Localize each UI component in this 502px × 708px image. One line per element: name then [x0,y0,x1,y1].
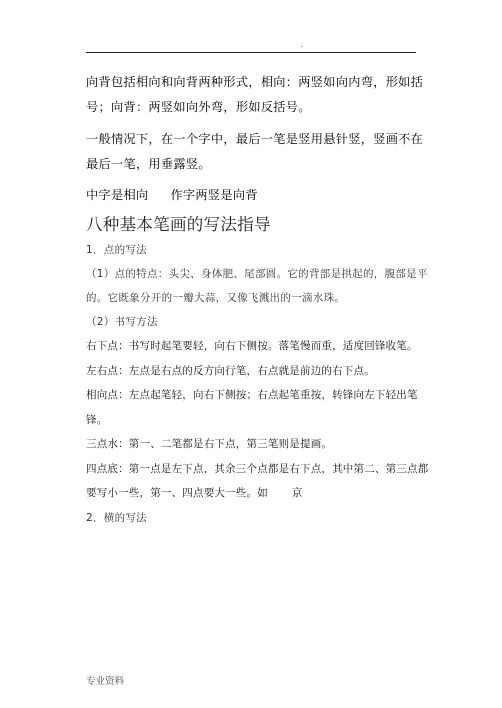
section-heading: 八种基本笔画的写法指导 [86,215,271,234]
three-dots-water: 三点水：第一、二笔都是右下点，第三笔则是提画。 [86,438,333,450]
header-dot: . [300,40,303,49]
subsection-horizontal: 2．横的写法 [86,511,147,524]
writing-method-heading: （2）书写方法 [86,316,158,328]
paragraph-examples [86,183,431,208]
dot-features: （1）点的特点：头尖、身体肥、尾部圆。它的背部是拱起的，腹部是平的。它既象分开的一瓣大蒜，又像飞溅出的一滴水珠。 [86,268,428,304]
four-dots-bottom [86,457,431,506]
subsection-dot: 1．点的写法 [86,244,147,256]
document-body [86,70,431,530]
example-jing: 京 [291,487,303,499]
right-down-dot: 右下点：书写时起笔要轻，向右下侧按。落笔慢而重，适度回锋收笔。 [86,340,418,352]
facing-dots: 相向点：左点起笔轻，向右下侧按；右点起笔重按，转锋向左下轻出笔锋。 [86,389,418,426]
left-right-dot: 左右点：左点是右点的反方向行笔，右点就是前边的右下点。 [86,364,375,377]
example-zuo: 作字两竖是向背 [170,188,258,202]
header-rule [86,52,416,53]
footer-label: 专业资料 [86,676,125,687]
example-zhong: 中字是相向 [86,188,149,202]
paragraph-vertical-rule: 一般情况下，在一个字中，最后一笔是竖用悬针竖，竖画不在最后一笔，用垂露竖。 [86,132,424,171]
paragraph-xiangbei-definition: 向背包括相向和向背两种形式，相向：两竖如向内弯，形如括号；向背：两竖如向外弯，形如反括号。 [86,75,424,114]
four-dots-text: 四点底：第一点是左下点，其余三个点都是右下点，其中第二、第三点都要写小一些，第一、四点要大一些。如 [86,462,429,499]
